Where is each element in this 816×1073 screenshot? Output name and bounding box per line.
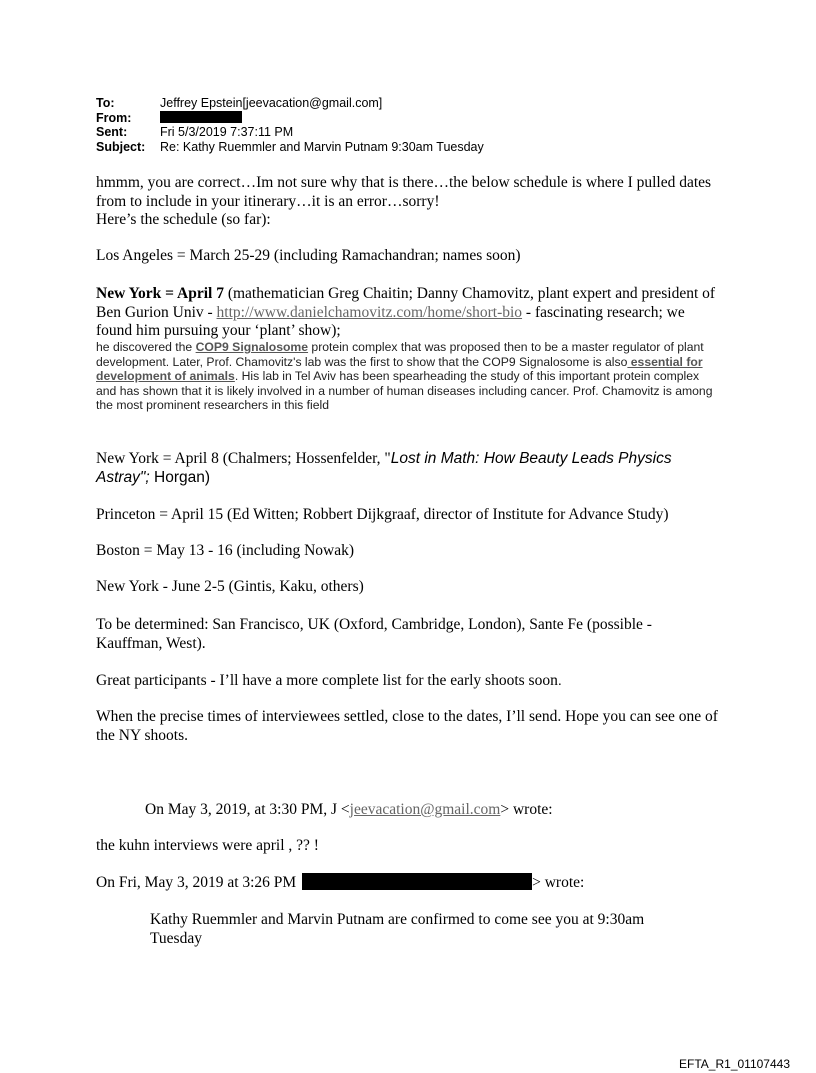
- quote1-header: [145, 801, 725, 820]
- cop9-link[interactable]: COP9 Signalosome: [195, 340, 309, 354]
- when-paragraph: When the precise times of interviewees settled, close to the dates, I’ll send. Hope you can see one of the NY shoots.: [96, 708, 718, 744]
- schedule-boston: Boston = May 13 - 16 (including Nowak): [96, 542, 355, 559]
- book-title: Lost in Math: How Beauty Leads Physics Astray";: [96, 450, 672, 486]
- to-value: Jeffrey Epstein[jeevacation@gmail.com]: [160, 96, 383, 110]
- subject-label: Subject:: [96, 139, 146, 154]
- sent-value: Fri 5/3/2019 7:37:11 PM: [160, 125, 294, 139]
- bio-text-a: he discovered the: [96, 340, 196, 354]
- animals-development-link[interactable]: essential for development of animals: [96, 354, 703, 384]
- schedule-ny-april7: [96, 285, 721, 341]
- kuhn-line: the kuhn interviews were april , ?? !: [96, 837, 319, 854]
- schedule-tbd: To be determined: San Francisco, UK (Oxford, Cambridge, London), Sante Fe (possible - Kauffman, West).: [96, 616, 652, 652]
- chamovitz-bio-link[interactable]: http://www.danielchamovitz.com/home/short-bio: [216, 303, 523, 321]
- great-participants: [96, 671, 721, 691]
- quote1-text-b: > wrote:: [500, 801, 553, 818]
- sender-email-link[interactable]: jeevacation@gmail.com: [349, 801, 501, 818]
- bio-text-b: protein complex that was proposed then to be a master regulator of plant development. Later, Prof. Chamovitz's lab was the first to show that the COP9 Signalosome is also: [96, 340, 704, 369]
- ny8-text-a: New York = April 8 (Chalmers; Hossenfelder, ": [96, 450, 391, 467]
- from-value-redacted: [160, 111, 242, 126]
- schedule-la: Los Angeles = March 25-29 (including Ramachandran; names soon): [96, 247, 521, 264]
- schedule-ny-june: New York - June 2-5 (Gintis, Kaku, others): [96, 578, 364, 595]
- from-label: From:: [96, 110, 132, 125]
- intro-text: hmmm, you are correct…Im not sure why that is there…the below schedule is where I pulled dates from to include in your itinerary…it is an error…sorry!: [96, 174, 712, 210]
- email-header: [96, 96, 484, 154]
- to-row: [96, 96, 484, 111]
- schedule-princeton: Princeton = April 15 (Ed Witten; Robbert Dijkgraaf, director of Institute for Advance Study): [96, 506, 669, 523]
- subject-value: Re: Kathy Ruemmler and Marvin Putnam 9:30am Tuesday: [160, 139, 484, 154]
- document-id: EFTA_R1_01107443: [679, 1057, 790, 1071]
- ny8-text-b: Horgan): [149, 468, 211, 486]
- bio-text-c: . His lab in Tel Aviv has been spearheading the study of this important protein complex and has shown that it is likely involved in a number of human diseases including cancer. Prof. Chamovitz is among the most prominent researchers in this field: [96, 369, 713, 413]
- redaction-box: [160, 111, 242, 123]
- from-row: [96, 111, 484, 126]
- ny7-text-b: - fascinating research; we found him pursuing your ‘plant’ show);: [96, 303, 685, 339]
- quote2-header: [96, 873, 721, 893]
- quote2-text-b: > wrote:: [532, 874, 585, 891]
- schedule-ny-april8: [96, 450, 721, 487]
- intro-paragraph: [96, 174, 721, 230]
- sent-row: [96, 125, 484, 140]
- redaction-box: [302, 873, 532, 890]
- chamovitz-bio: [96, 340, 721, 413]
- subject-row: [96, 140, 484, 155]
- quote2-text-a: On Fri, May 3, 2019 at 3:26 PM: [96, 874, 301, 891]
- ny7-heading: New York = April 7: [96, 285, 224, 302]
- to-label: To:: [96, 96, 115, 110]
- great-text: Great participants - I’ll have a more complete list for the early shoots soon: [96, 672, 558, 689]
- quote1-text-a: On May 3, 2019, at 3:30 PM, J <: [145, 801, 350, 818]
- great-period: .: [557, 672, 562, 688]
- ny7-text-a: (mathematician Greg Chaitin; Danny Chamovitz, plant expert and president of Ben Gurion Univ -: [96, 285, 716, 321]
- sent-label: Sent:: [96, 125, 128, 139]
- schedule-intro: Here’s the schedule (so far):: [96, 211, 271, 228]
- kathy-confirmation: Kathy Ruemmler and Marvin Putnam are confirmed to come see you at 9:30am Tuesday: [150, 911, 645, 947]
